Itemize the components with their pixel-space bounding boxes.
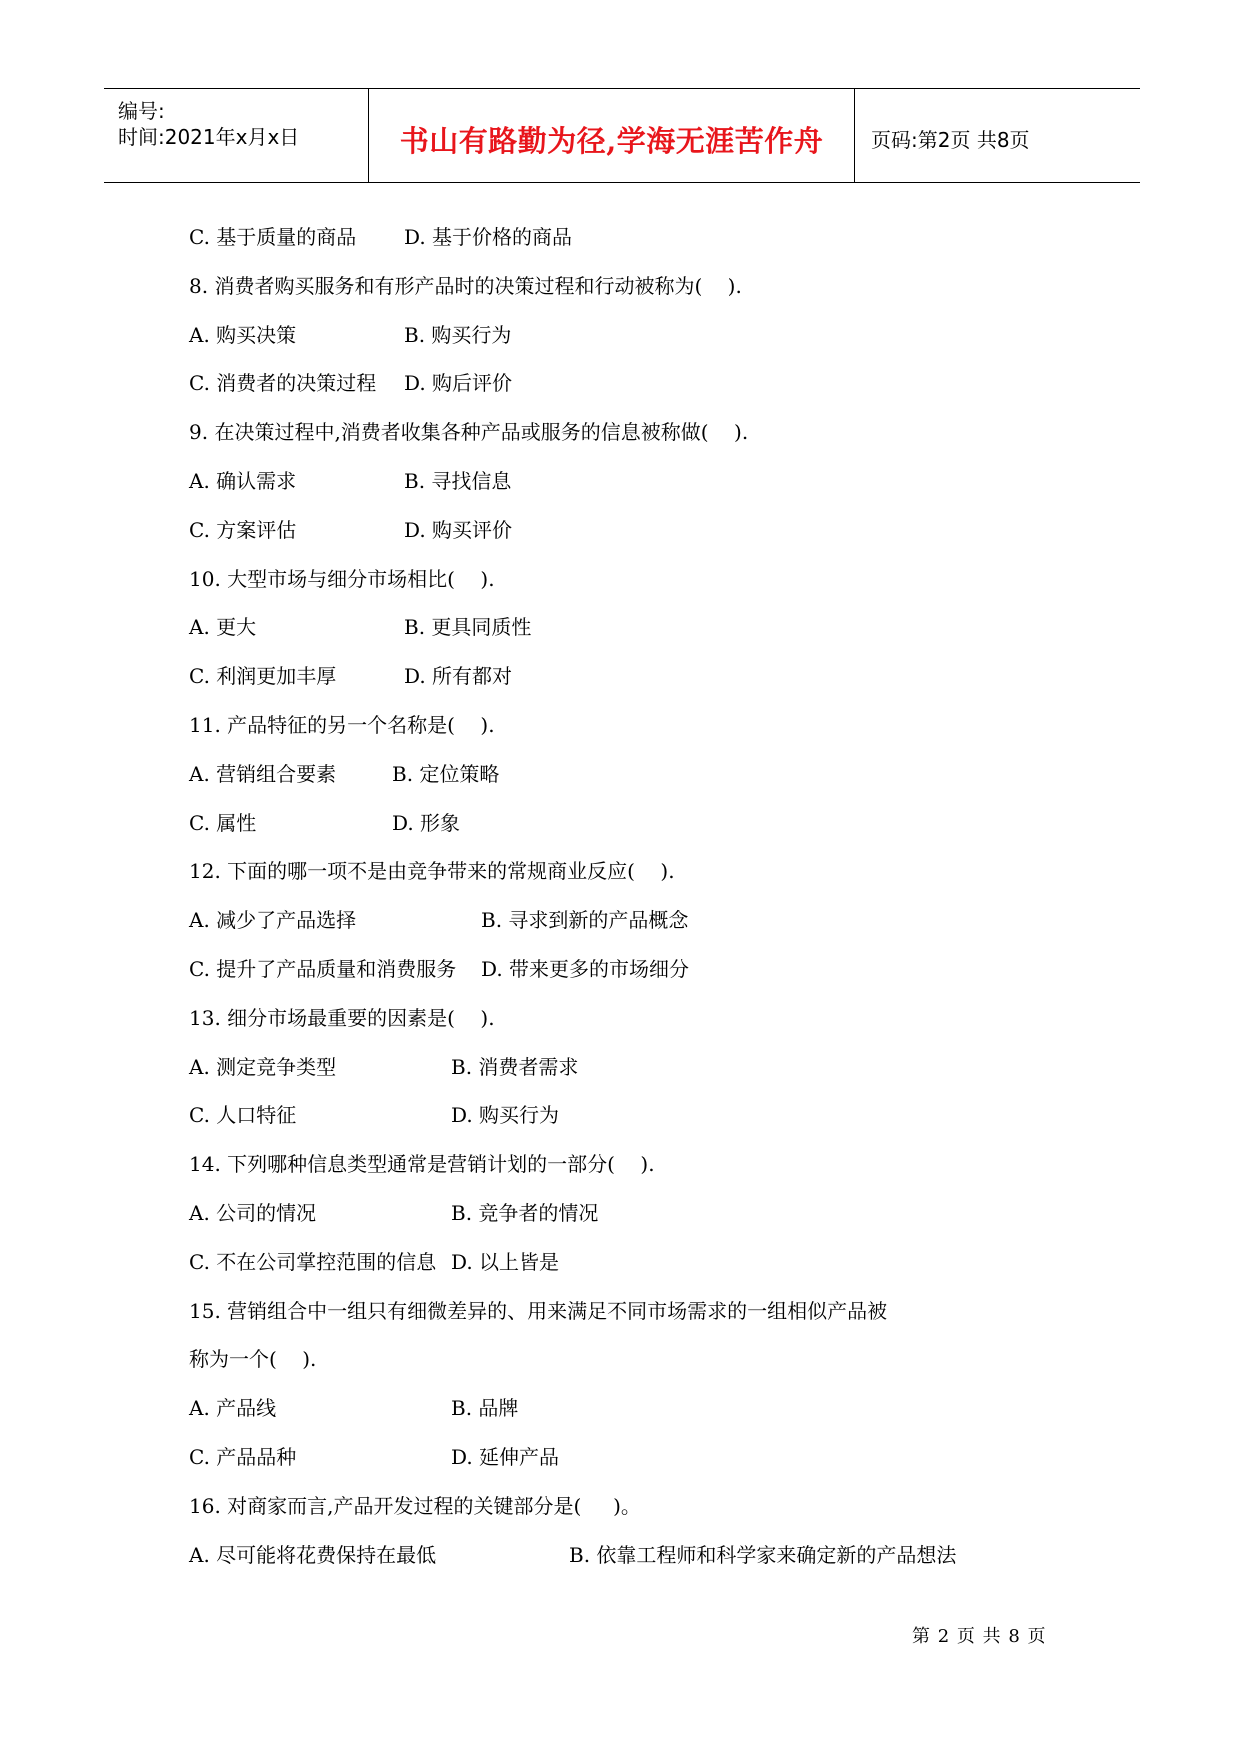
option-row	[189, 220, 1089, 269]
question-line: 14. 下列哪种信息类型通常是营销计划的一部分( ).	[189, 1152, 655, 1177]
option-row	[189, 610, 1089, 659]
option-row	[189, 1538, 1089, 1587]
option-row	[189, 1391, 1089, 1440]
option-a: C. 不在公司掌控范围的信息	[189, 1249, 437, 1274]
header-left-cell	[104, 89, 369, 182]
option-a: A. 确认需求	[189, 468, 297, 493]
option-row	[189, 806, 1089, 855]
option-b: B. 更具同质性	[404, 615, 532, 640]
option-b: D. 基于价格的商品	[404, 225, 573, 249]
header-page-label: 页码:第2页 共8页	[871, 128, 1030, 152]
header-motto: 书山有路勤为径,学海无涯苦作舟	[399, 124, 824, 158]
option-row	[189, 903, 1089, 952]
option-row	[189, 318, 1089, 367]
question-line: 8. 消费者购买服务和有形产品时的决策过程和行动被称为( ).	[189, 273, 742, 298]
option-a: A. 购买决策	[189, 322, 297, 347]
option-b: D. 购买评价	[404, 517, 513, 542]
option-b: D. 购后评价	[404, 371, 513, 396]
page-footer: 第 2 页 共 8 页	[912, 1626, 1047, 1647]
option-a: A. 公司的情况	[189, 1200, 317, 1225]
option-row	[189, 1050, 1089, 1099]
option-row	[189, 659, 1089, 708]
option-a: C. 基于质量的商品	[189, 225, 357, 249]
option-a: C. 提升了产品质量和消费服务	[189, 956, 457, 981]
option-row	[189, 464, 1089, 513]
option-b: B. 竞争者的情况	[451, 1200, 599, 1225]
question-line: 12. 下面的哪一项不是由竞争带来的常规商业反应( ).	[189, 859, 675, 884]
option-a: A. 减少了产品选择	[189, 908, 357, 933]
question-line: 11. 产品特征的另一个名称是( ).	[189, 712, 495, 737]
header-motto-cell	[369, 89, 855, 182]
option-b: B. 寻找信息	[404, 468, 512, 493]
option-a: A. 营销组合要素	[189, 761, 337, 786]
option-a: C. 产品品种	[189, 1444, 297, 1469]
option-a: A. 产品线	[189, 1396, 277, 1421]
question-line: 16. 对商家而言,产品开发过程的关键部分是( )。	[189, 1493, 641, 1518]
option-b: B. 定位策略	[392, 761, 500, 786]
option-row	[189, 757, 1089, 806]
option-a: A. 测定竞争类型	[189, 1054, 337, 1079]
header-page-cell	[855, 89, 1140, 182]
question-line: 15. 营销组合中一组只有细微差异的、用来满足不同市场需求的一组相似产品被	[189, 1298, 888, 1323]
option-row	[189, 366, 1089, 415]
option-a: C. 人口特征	[189, 1103, 297, 1128]
page-header	[104, 88, 1140, 183]
option-row	[189, 952, 1089, 1001]
option-b: D. 带来更多的市场细分	[481, 956, 690, 981]
option-b: D. 所有都对	[404, 664, 513, 689]
option-b: D. 购买行为	[451, 1103, 560, 1128]
option-a: A. 更大	[189, 615, 257, 640]
option-a: C. 方案评估	[189, 517, 297, 542]
option-row	[189, 1098, 1089, 1147]
question-line: 9. 在决策过程中,消费者收集各种产品或服务的信息被称做( ).	[189, 420, 749, 445]
option-a: A. 尽可能将花费保持在最低	[189, 1542, 437, 1567]
option-b: B. 品牌	[451, 1396, 519, 1421]
option-row	[189, 1245, 1089, 1294]
question-line: 称为一个( ).	[189, 1347, 317, 1372]
option-b: B. 购买行为	[404, 322, 512, 347]
document-number-label: 编号:	[118, 99, 165, 123]
option-b: D. 延伸产品	[451, 1444, 560, 1469]
option-b: D. 形象	[392, 810, 461, 835]
option-a: C. 消费者的决策过程	[189, 371, 377, 396]
option-row	[189, 513, 1089, 562]
question-line: 10. 大型市场与细分市场相比( ).	[189, 566, 495, 591]
option-a: C. 利润更加丰厚	[189, 664, 337, 689]
option-row	[189, 1440, 1089, 1489]
question-list	[189, 220, 1089, 1586]
option-row	[189, 1196, 1089, 1245]
option-b: D. 以上皆是	[451, 1249, 560, 1274]
option-b: B. 消费者需求	[451, 1054, 579, 1079]
document-time-label: 时间:2021年x月x日	[118, 125, 300, 149]
option-a: C. 属性	[189, 810, 257, 835]
option-b: B. 依靠工程师和科学家来确定新的产品想法	[569, 1542, 957, 1567]
question-line: 13. 细分市场最重要的因素是( ).	[189, 1005, 495, 1030]
option-b: B. 寻求到新的产品概念	[481, 908, 689, 933]
